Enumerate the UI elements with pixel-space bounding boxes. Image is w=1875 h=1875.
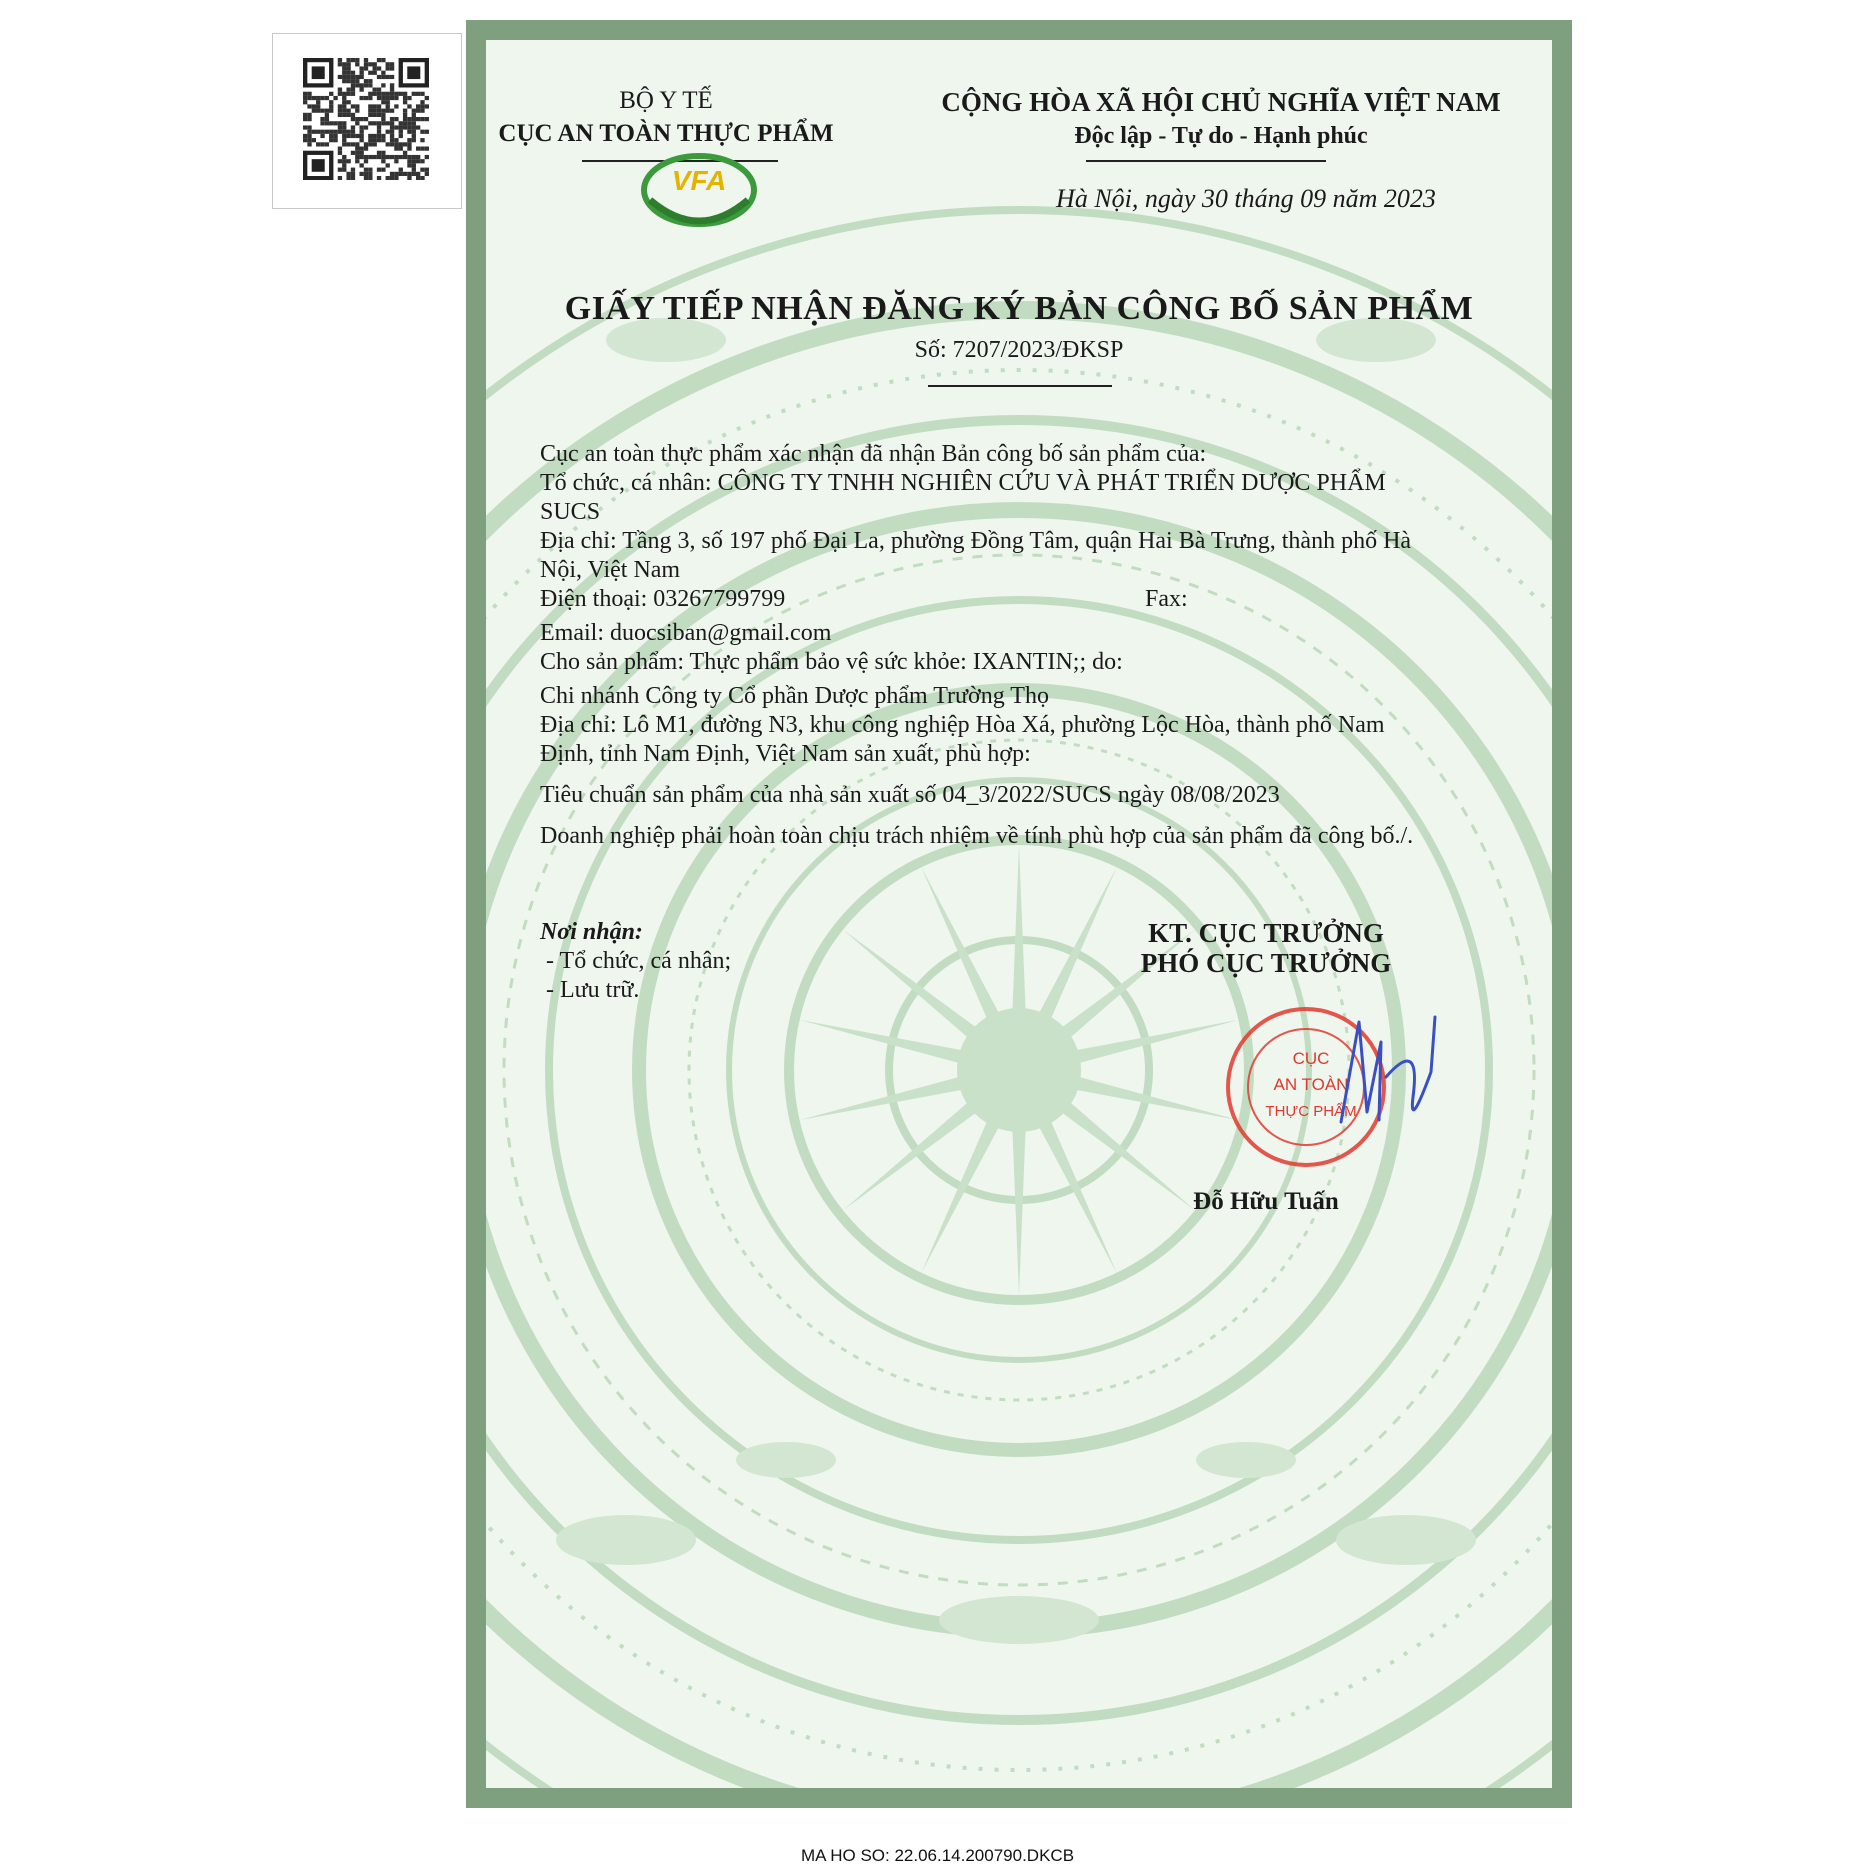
body-standard: Tiêu chuẩn sản phẩm của nhà sản xuất số 04_3/2022/SUCS ngày 08/08/2023 bbox=[540, 782, 1280, 808]
recipient-item: - Lưu trữ. bbox=[546, 977, 640, 1003]
body-phone: Điện thoại: 03267799799 bbox=[540, 586, 786, 612]
signature-block bbox=[1116, 918, 1416, 978]
qr-code-icon bbox=[303, 58, 429, 180]
certificate-border bbox=[466, 20, 1572, 1808]
svg-text:CỤC: CỤC bbox=[1292, 1049, 1330, 1068]
file-code: MA HO SO: 22.06.14.200790.DKCB bbox=[800, 1846, 1075, 1865]
country-name: CỘNG HÒA XÃ HỘI CHỦ NGHĨA VIỆT NAM bbox=[941, 87, 1501, 117]
country-motto: Độc lập - Tự do - Hạnh phúc bbox=[1074, 123, 1368, 149]
qr-code-frame bbox=[272, 33, 462, 209]
body-intro: Cục an toàn thực phẩm xác nhận đã nhận Bản công bố sản phẩm của: bbox=[540, 441, 1207, 467]
body-address-cont: Nội, Việt Nam bbox=[540, 557, 681, 583]
body-fax: Fax: bbox=[1145, 586, 1188, 612]
recipients bbox=[540, 918, 731, 1005]
issue-date: Hà Nội, ngày 30 tháng 09 năm 2023 bbox=[1056, 184, 1436, 213]
body-manufacturer: Chi nhánh Công ty Cổ phần Dược phẩm Trường Thọ bbox=[540, 683, 1049, 709]
certificate-paper bbox=[486, 40, 1552, 1788]
body-address: Địa chỉ: Tầng 3, số 197 phố Đại La, phường Đồng Tâm, quận Hai Bà Trưng, thành phố Hà bbox=[540, 528, 1412, 554]
certificate-content bbox=[486, 40, 1552, 1788]
body-email: Email: duocsiban@gmail.com bbox=[540, 620, 832, 646]
svg-text:VFA: VFA bbox=[671, 165, 727, 196]
svg-text:THỰC PHẨM: THỰC PHẨM bbox=[1265, 1103, 1357, 1120]
vfa-logo-icon bbox=[636, 150, 762, 230]
agency-name: CỤC AN TOÀN THỰC PHẨM bbox=[498, 120, 834, 147]
signer-title-line1: KT. CỤC TRƯỞNG bbox=[1148, 918, 1384, 948]
body-product: Cho sản phẩm: Thực phẩm bảo vệ sức khỏe: IXANTIN;; do: bbox=[540, 649, 1123, 675]
country-header bbox=[906, 84, 1536, 152]
issuer-header bbox=[496, 84, 836, 150]
document-number: Số: 7207/2023/ĐKSP bbox=[914, 337, 1124, 363]
official-seal-icon bbox=[1221, 1002, 1461, 1172]
recipient-item: - Tổ chức, cá nhân; bbox=[546, 948, 732, 974]
body-organization: Tổ chức, cá nhân: CÔNG TY TNHH NGHIÊN CỨU VÀ PHÁT TRIỂN DƯỢC PHẨM bbox=[540, 470, 1386, 496]
body-manufacturer-address-cont: Định, tỉnh Nam Định, Việt Nam sản xuất, phù hợp: bbox=[540, 741, 1031, 767]
body-responsibility: Doanh nghiệp phải hoàn toàn chịu trách nhiệm về tính phù hợp của sản phẩm đã công bố./. bbox=[540, 823, 1414, 849]
body-organization-cont: SUCS bbox=[540, 499, 601, 525]
document-title: GIẤY TIẾP NHẬN ĐĂNG KÝ BẢN CÔNG BỐ SẢN PHẨM bbox=[564, 290, 1474, 327]
document-body bbox=[540, 440, 1540, 851]
ministry-name: BỘ Y TẾ bbox=[619, 87, 713, 114]
title-underline bbox=[928, 385, 1112, 387]
body-manufacturer-address: Địa chỉ: Lô M1, đường N3, khu công nghiệp Hòa Xá, phường Lộc Hòa, thành phố Nam bbox=[540, 712, 1385, 738]
recipients-title: Nơi nhận: bbox=[540, 919, 643, 945]
svg-text:AN TOÀN: AN TOÀN bbox=[1273, 1075, 1349, 1094]
header-right-underline bbox=[1086, 160, 1326, 162]
signer-name: Đỗ Hữu Tuấn bbox=[1193, 1188, 1339, 1215]
signer-title-line2: PHÓ CỤC TRƯỞNG bbox=[1140, 948, 1392, 978]
